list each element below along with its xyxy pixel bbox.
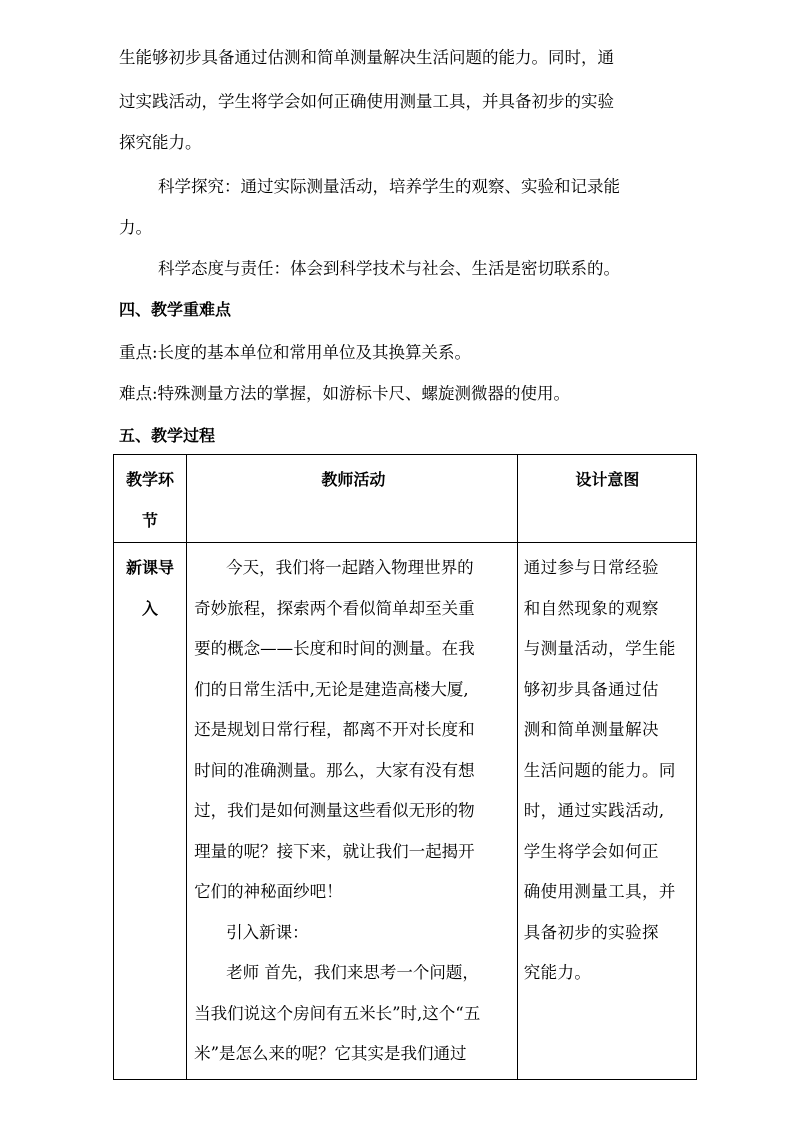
row-intent [517, 543, 696, 1080]
intent-line: 究能力。 [523, 963, 592, 982]
section-4-title: 四、教学重难点 [119, 300, 232, 319]
intent-line: 生活问题的能力。同 [523, 760, 676, 780]
activity-line: 理量的呢？接下来，就让我们一起揭开 [194, 841, 475, 861]
activity-line: 米”是怎么来的呢？它其实是我们通过 [194, 1044, 467, 1063]
intro-line-1: 生能够初步具备通过估测和简单测量解决生活问题的能力。同时，通 [119, 48, 614, 67]
intent-line: 确使用测量工具，并 [523, 882, 676, 901]
section-5-title: 五、教学过程 [119, 426, 216, 445]
activity-line: 老师 首先，我们来思考一个问题， [226, 963, 479, 982]
intro-line-3: 探究能力。 [119, 133, 202, 152]
inquiry-line-2: 力。 [119, 218, 152, 237]
attitude-line: 科学态度与责任：体会到科学技术与社会、生活是密切联系的。 [158, 259, 620, 278]
activity-line: 今天，我们将一起踏入物理世界的 [226, 558, 474, 577]
activity-line: 还是规划日常行程，都离不开对长度和 [194, 720, 475, 739]
header-section-line-2: 节 [142, 510, 159, 530]
row-section-line-2: 入 [142, 598, 159, 618]
header-section [114, 455, 187, 543]
intent-line: 通过参与日常经验 [523, 558, 659, 577]
row-section [114, 543, 187, 1080]
intent-line: 学生将学会如何正 [523, 841, 659, 861]
inquiry-line-1: 科学探究：通过实际测量活动，培养学生的观察、实验和记录能 [158, 177, 620, 196]
difficult-point: 难点:特殊测量方法的掌握，如游标卡尺、螺旋测微器的使用。 [119, 384, 571, 403]
activity-line: 过，我们是如何测量这些看似无形的物 [194, 801, 475, 820]
header-activity: 教师活动 [187, 455, 518, 543]
header-intent: 设计意图 [517, 455, 696, 543]
teaching-process-table [113, 454, 697, 1080]
table-header-row [114, 455, 697, 543]
activity-line: 它们的神秘面纱吧！ [194, 882, 343, 901]
activity-line: 们的日常生活中,无论是建造高楼大厦, [194, 679, 469, 699]
activity-line: 时间的准确测量。那么，大家有没有想 [194, 760, 475, 780]
intent-line: 和自然现象的观察 [523, 598, 659, 618]
intent-line: 时，通过实践活动, [523, 801, 665, 820]
intent-line: 与测量活动，学生能 [523, 639, 676, 658]
intent-line: 够初步具备通过估 [523, 679, 659, 699]
activity-line: 要的概念——长度和时间的测量。在我 [194, 639, 475, 658]
row-section-line-1: 新课导 [126, 558, 175, 577]
activity-line: 奇妙旅程，探索两个看似简单却至关重 [194, 598, 475, 618]
table-row [114, 543, 697, 1080]
activity-line: 引入新课： [226, 922, 309, 942]
row-activity [187, 543, 518, 1080]
activity-line: 当我们说这个房间有五米长”时,这个“五 [194, 1003, 481, 1023]
intent-line: 具备初步的实验探 [523, 922, 659, 942]
header-section-line-1: 教学环 [126, 470, 175, 489]
intro-line-2: 过实践活动，学生将学会如何正确使用测量工具，并具备初步的实验 [119, 92, 614, 111]
intent-line: 测和简单测量解决 [523, 720, 659, 739]
key-point: 重点:长度的基本单位和常用单位及其换算关系。 [119, 343, 472, 362]
